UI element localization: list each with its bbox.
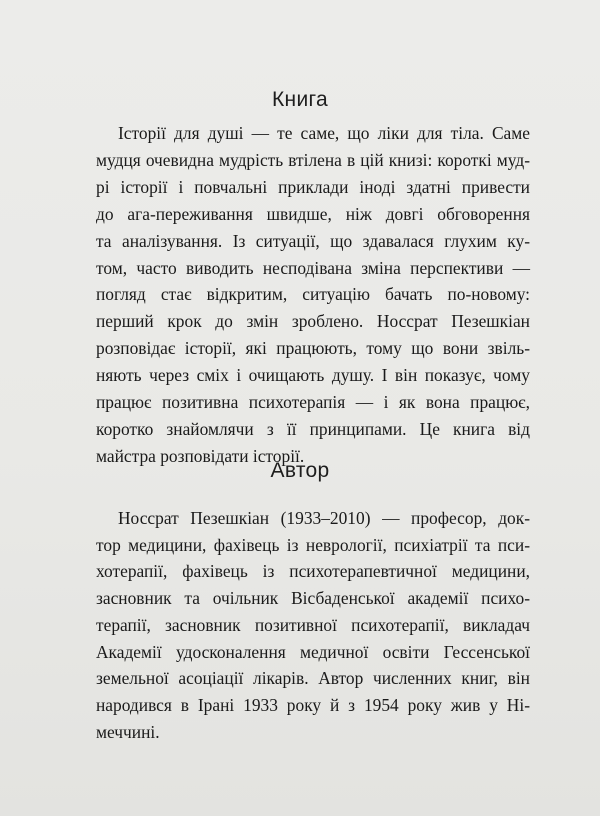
book-description-paragraph: [96, 120, 530, 470]
book-section-heading: Книга: [272, 88, 328, 111]
book-description-line: няють через сміх і очищають душу. І він показує, чому: [96, 365, 530, 386]
author-bio-line: хотерапії, фахівець із психотерапевтичної медицини,: [96, 561, 530, 582]
book-description-line: погляд стає відкритим, ситуацію бачать по-новому:: [96, 284, 530, 305]
author-section-heading: Автор: [270, 459, 330, 482]
author-bio-line: Носсрат Пезешкіан (1933–2010) — професор, док-: [118, 508, 530, 528]
book-description-line: до ага-переживання швидше, ніж довгі обговорення: [96, 203, 530, 224]
book-description-line: коротко знайомлячи з її принципами. Це книга від: [96, 418, 530, 439]
book-description-line: перший крок до змін зроблено. Носсрат Пезешкіан: [96, 311, 530, 332]
book-description-line: Історії для душі — те саме, що ліки для тіла. Саме: [118, 123, 530, 143]
author-bio-paragraph: [96, 505, 530, 745]
book-description-line: мудця очевидна мудрість втілена в цій книзі: короткі муд-: [96, 149, 530, 170]
book-description-line: рі історії і повчальні приклади іноді здатні привести: [96, 176, 530, 197]
book-description-line: розповідає історії, які працюють, тому що вони звіль-: [96, 338, 530, 359]
author-bio-line: тор медицини, фахівець із неврології, психіатрії та пси-: [96, 534, 530, 555]
book-description-line: том, часто виводить несподівана зміна перспективи —: [96, 257, 530, 278]
author-bio-line: засновник та очільник Вісбаденської академії психо-: [96, 588, 530, 609]
book-description-line: та аналізування. Із ситуації, що здавалася глухим ку-: [96, 230, 530, 251]
author-bio-line: народився в Ірані 1933 року й з 1954 року жив у Ні-: [96, 694, 530, 715]
author-bio-line: Академії удосконалення медичної освіти Гессенської: [96, 641, 530, 662]
author-bio-line: терапії, засновник позитивної психотерапії, викладач: [96, 614, 530, 635]
book-description-line: працює позитивна психотерапія — і як вона працює,: [96, 392, 530, 413]
book-description-line: майстра розповідати історії.: [96, 445, 305, 466]
author-bio-line: земельної асоціації лікарів. Автор численних книг, він: [96, 668, 530, 689]
author-bio-line: меччині.: [96, 721, 160, 742]
